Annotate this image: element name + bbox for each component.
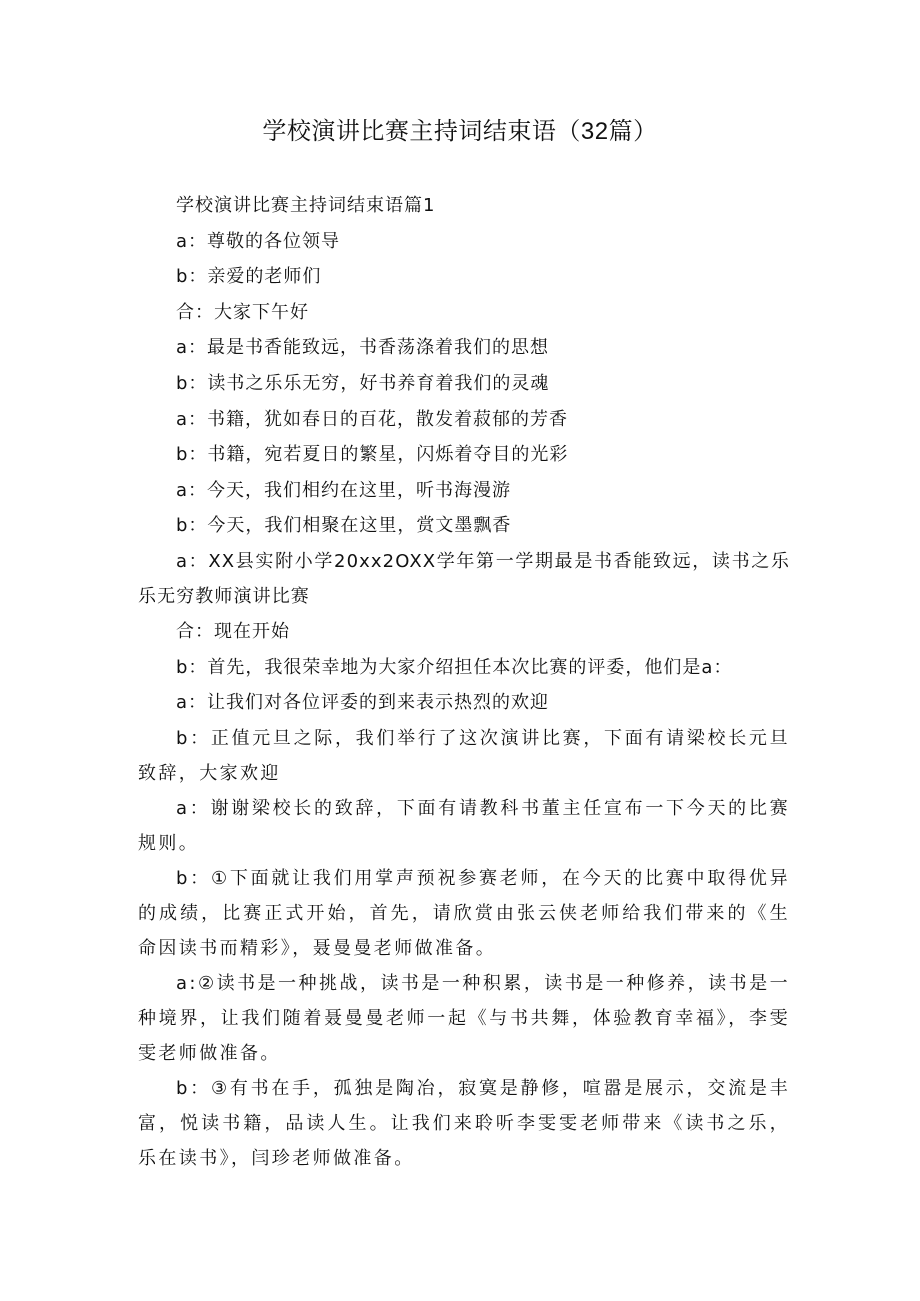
dialogue-line: b：亲爱的老师们 [176, 266, 322, 288]
dialogue-line: a：书籍，犹如春日的百花，散发着菽郁的芳香 [176, 408, 569, 430]
dialogue-line: b：书籍，宛若夏日的繁星，闪烁着夺目的光彩 [176, 444, 569, 466]
dialogue-line: a：尊敬的各位领导 [176, 230, 341, 252]
dialogue-line: 合：大家下午好 [176, 301, 309, 323]
dialogue-line: b：首先，我很荣幸地为大家介绍担任本次比赛的评委，他们是a： [176, 656, 733, 678]
document-title: 学校演讲比赛主持词结束语（32篇） [262, 118, 658, 145]
dialogue-line: a：让我们对各位评委的到来表示热烈的欢迎 [176, 692, 550, 714]
dialogue-paragraph: a：XX县实附小学20xx2OXX学年第一学期最是书香能致远，读书之乐乐无穷教师演讲比赛 [138, 550, 790, 607]
dialogue-line: a：最是书香能致远，书香荡涤着我们的思想 [176, 337, 550, 359]
dialogue-line: 合：现在开始 [176, 620, 290, 642]
document-body [138, 188, 790, 1176]
dialogue-line: b：读书之乐乐无穷，好书养育着我们的灵魂 [176, 372, 550, 394]
dialogue-paragraph: a:②读书是一种挑战，读书是一种积累，读书是一种修养，读书是一种境界，让我们随着聂曼曼老师一起《与书共舞，体验教育幸福》，李雯雯老师做准备。 [138, 972, 790, 1064]
dialogue-paragraph: b：正值元旦之际，我们举行了这次演讲比赛，下面有请梁校长元旦致辞，大家欢迎 [138, 727, 790, 784]
dialogue-paragraph: b：①下面就让我们用掌声预祝参赛老师，在今天的比赛中取得优异的成绩，比赛正式开始，首先，请欣赏由张云侠老师给我们带来的《生命因读书而精彩》，聂曼曼老师做准备。 [138, 867, 790, 959]
dialogue-line: a：今天，我们相约在这里，听书海漫游 [176, 479, 512, 501]
section-heading: 学校演讲比赛主持词结束语篇1 [176, 195, 436, 216]
dialogue-line: b：今天，我们相聚在这里，赏文墨飘香 [176, 515, 512, 537]
dialogue-paragraph: a：谢谢梁校长的致辞，下面有请教科书董主任宣布一下今天的比赛规则。 [138, 797, 790, 854]
dialogue-paragraph: b：③有书在手，孤独是陶冶，寂寞是静修，喧嚣是展示，交流是丰富，悦读书籍，品读人生。让我们来聆听李雯雯老师带来《读书之乐，乐在读书》，闫珍老师做准备。 [138, 1077, 790, 1169]
